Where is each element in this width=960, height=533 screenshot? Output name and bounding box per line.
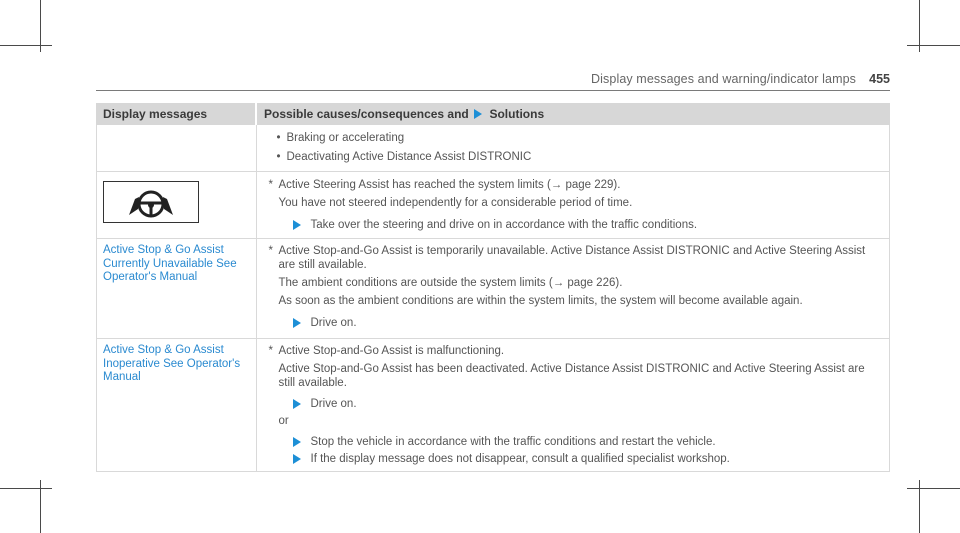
asterisk-marker: * xyxy=(268,245,273,257)
col-header-causes-solutions xyxy=(256,104,890,125)
crop-mark xyxy=(40,480,41,533)
message-cell xyxy=(97,339,257,472)
crop-mark xyxy=(40,0,41,52)
table-row xyxy=(97,239,890,339)
detail-text: As soon as the ambient conditions are within the system limits, the system will become available again. xyxy=(278,295,803,307)
bullet-text: Deactivating Active Distance Assist DISTRONIC xyxy=(286,151,532,163)
causes-cell xyxy=(256,239,890,339)
solution-step xyxy=(263,316,884,330)
list-item xyxy=(263,150,884,164)
crop-mark xyxy=(907,45,960,46)
cause-text: Active Stop-and-Go Assist is malfunctioning. xyxy=(278,345,505,357)
col-header-suffix: Solutions xyxy=(489,107,545,121)
cause-line xyxy=(263,244,884,272)
header-rule xyxy=(96,90,890,91)
col-header-display-messages: Display messages xyxy=(97,104,257,125)
solution-arrow-icon xyxy=(474,109,482,119)
detail-text: You have not steered independently for a considerable period of time. xyxy=(278,197,633,209)
detail-text: Active Stop-and-Go Assist has been deactivated. Active Distance Assist DISTRONIC and Active Steering Assist are still available. xyxy=(278,363,865,389)
detail-text: The ambient conditions are outside the system limits (→ page 226). xyxy=(278,277,623,289)
bullet-text: Braking or accelerating xyxy=(286,132,405,144)
col-header-prefix: Possible causes/consequences and xyxy=(264,107,469,121)
list-item xyxy=(263,131,884,145)
solution-arrow-icon xyxy=(293,399,301,409)
solution-arrow-icon xyxy=(293,318,301,328)
message-cell xyxy=(97,125,257,172)
header-title: Display messages and warning/indicator lamps xyxy=(591,72,856,86)
table-row xyxy=(97,125,890,172)
cause-text: Active Steering Assist has reached the system limits (→ page 229). xyxy=(278,179,621,191)
cause-line xyxy=(263,344,884,358)
table-row xyxy=(97,172,890,239)
bullet-icon: • xyxy=(276,151,281,163)
step-text: Stop the vehicle in accordance with the traffic conditions and restart the vehicle. xyxy=(310,436,716,448)
solution-step xyxy=(263,452,884,466)
page-header xyxy=(96,72,890,88)
page-number: 455 xyxy=(869,72,890,86)
crop-mark xyxy=(0,45,52,46)
solution-step xyxy=(263,435,884,449)
table-row xyxy=(97,339,890,472)
asterisk-marker: * xyxy=(268,345,273,357)
step-text: Drive on. xyxy=(310,317,357,329)
crop-mark xyxy=(919,480,920,533)
crop-mark xyxy=(0,488,52,489)
causes-cell xyxy=(256,172,890,239)
message-cell xyxy=(97,239,257,339)
bullet-icon: • xyxy=(276,132,281,144)
solution-step xyxy=(263,397,884,411)
table-header-row xyxy=(97,104,890,125)
display-message-text: Active Stop & Go Assist Inoperative See Operator's Manual xyxy=(103,344,241,383)
display-message-text: Active Stop & Go Assist Currently Unavailable See Operator's Manual xyxy=(103,244,237,283)
crop-mark xyxy=(919,0,920,52)
causes-cell xyxy=(256,125,890,172)
cause-text: Active Stop-and-Go Assist is temporarily unavailable. Active Distance Assist DISTRONIC and Active Steering Assist are still available. xyxy=(278,245,866,271)
asterisk-marker: * xyxy=(268,179,273,191)
step-text: If the display message does not disappear, consult a qualified specialist workshop. xyxy=(310,453,730,465)
step-text: Drive on. xyxy=(310,398,357,410)
solution-arrow-icon xyxy=(293,220,301,230)
solution-arrow-icon xyxy=(293,437,301,447)
solution-step xyxy=(263,218,884,232)
crop-mark xyxy=(907,488,960,489)
step-text: Take over the steering and drive on in accordance with the traffic conditions. xyxy=(310,219,698,231)
cause-line xyxy=(263,178,884,192)
steering-wheel-hands-icon xyxy=(103,181,199,223)
or-text: or xyxy=(278,415,289,427)
solution-arrow-icon xyxy=(293,454,301,464)
display-messages-table xyxy=(96,103,890,472)
causes-cell xyxy=(256,339,890,472)
message-cell xyxy=(97,172,257,239)
